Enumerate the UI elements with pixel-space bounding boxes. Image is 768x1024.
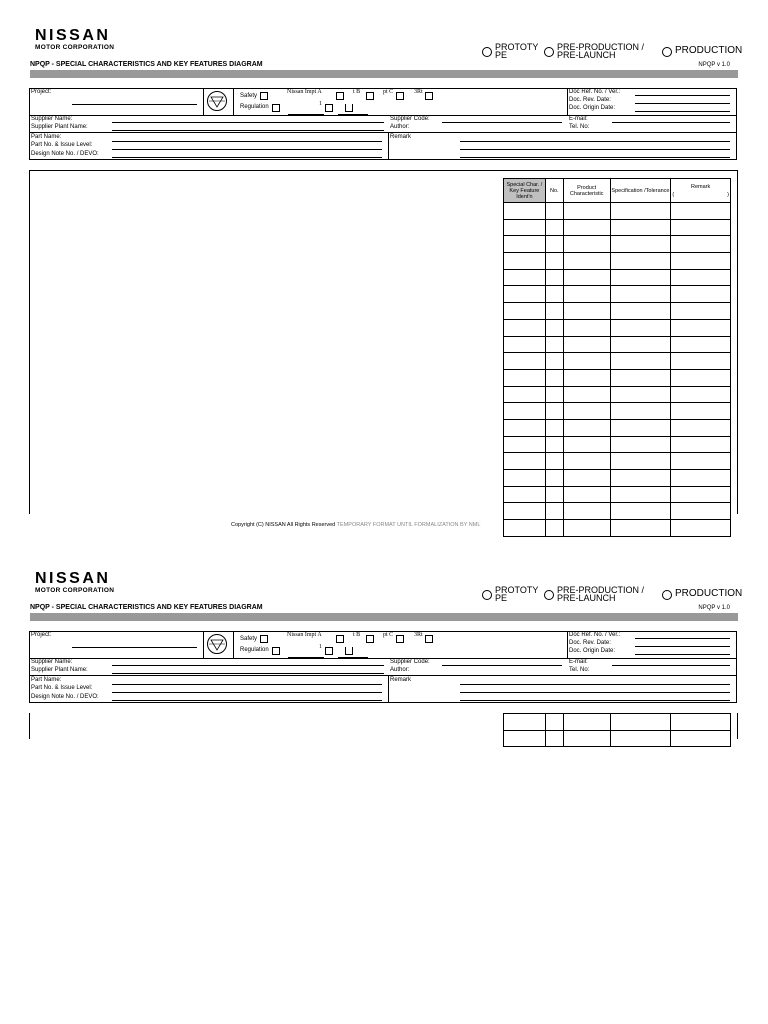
part-name-label: Part Name: [31,134,62,140]
table-row [504,253,731,270]
table-cell[interactable] [671,730,731,747]
doc-origin-label: Doc. Origin Date: [569,105,616,111]
table-cell[interactable] [504,520,546,537]
table-cell[interactable] [504,503,546,520]
one-label: 1 [319,101,322,107]
supplier-plant-field[interactable] [112,130,384,131]
table-cell[interactable] [563,353,610,370]
impt-b-label: t B [353,632,361,638]
table-cell[interactable] [671,386,731,403]
table-cell[interactable] [545,369,563,386]
radio-circle-icon[interactable] [662,47,672,57]
table-row [504,419,731,436]
table-cell[interactable] [610,253,671,270]
table-cell[interactable] [545,203,563,220]
supplier-code-label: Supplier Code: [390,659,430,665]
table-cell[interactable] [563,730,610,747]
impt-c-label: pt C [383,89,394,95]
table-cell[interactable] [545,470,563,487]
one-checkbox[interactable] [325,104,333,112]
radio-circle-icon[interactable] [482,47,492,57]
table-cell[interactable] [671,453,731,470]
project-field[interactable] [72,647,197,648]
supplier-code-field[interactable] [442,665,562,666]
phase-preproduction-option[interactable]: PRE-PRODUCTION / PRE-LAUNCH [544,586,662,602]
characteristics-table-continued [503,713,731,747]
table-cell[interactable] [545,353,563,370]
table-cell[interactable] [671,286,731,303]
part-name-label: Part Name: [31,677,62,683]
table-cell[interactable] [545,386,563,403]
table-cell[interactable] [563,503,610,520]
table-cell[interactable] [504,369,546,386]
impt-a-label: Nissan Impt A [287,89,322,95]
doc-rev-label: Doc. Rev. Date: [569,640,611,646]
table-cell[interactable] [610,236,671,253]
diagram-area-top-border [29,170,737,171]
nissan-logo: NISSAN MOTOR CORPORATION [35,570,115,594]
table-cell[interactable] [563,386,610,403]
phase-prototype-option[interactable]: PROTOTY PE [482,586,547,602]
table-cell[interactable] [610,386,671,403]
diagram-area-right-border [737,713,738,739]
impt-c-checkbox[interactable] [396,635,404,643]
supplier-code-label: Supplier Code: [390,116,430,122]
table-row [504,486,731,503]
doc-ref-field[interactable] [635,95,730,96]
doc-ref-label: Doc Ref. No. / Ver.: [569,632,621,638]
table-row [504,303,731,320]
col-spec-header: Specification /Tolerance [610,179,671,203]
impt-b-checkbox[interactable] [366,635,374,643]
email-field[interactable] [612,122,730,123]
part-name-field[interactable] [112,141,382,142]
table-cell[interactable] [563,303,610,320]
table-cell[interactable] [504,486,546,503]
table-row [504,203,731,220]
safety-checkbox[interactable] [260,92,268,100]
table-cell[interactable] [504,453,546,470]
table-cell[interactable] [610,453,671,470]
doc-origin-field[interactable] [635,654,730,655]
nissan-logo: NISSAN MOTOR CORPORATION [35,27,115,51]
table-row [504,269,731,286]
phase-preproduction-option[interactable]: PRE-PRODUCTION / PRE-LAUNCH [544,43,662,59]
table-cell[interactable] [610,714,671,731]
table-cell[interactable] [545,486,563,503]
table-row [504,353,731,370]
supplier-name-field[interactable] [112,665,384,666]
table-cell[interactable] [671,503,731,520]
version-label: NPQP v 1.0 [698,605,730,611]
table-cell[interactable] [545,503,563,520]
table-cell[interactable] [671,436,731,453]
title-divider-bar [30,613,738,621]
table-cell[interactable] [610,436,671,453]
table-cell[interactable] [563,453,610,470]
remark-label: Remark [390,677,412,683]
safety-label: Safety [240,636,258,642]
three-r-checkbox[interactable] [425,635,433,643]
table-row [504,403,731,420]
col-special-char-header: Special Char. / Key Feature Ident'n [504,179,546,203]
safety-checkbox[interactable] [260,635,268,643]
table-row [504,503,731,520]
design-note-field[interactable] [112,157,382,158]
remark-field-2[interactable] [460,149,730,150]
table-cell[interactable] [545,419,563,436]
part-name-field[interactable] [112,684,382,685]
col-remark-header: Remark ( ) [671,179,731,203]
radio-circle-icon[interactable] [482,590,492,600]
table-row [504,470,731,487]
doc-rev-field[interactable] [635,103,730,104]
three-r-label: 3Rt [414,89,423,95]
table-cell[interactable] [545,453,563,470]
regulation-checkbox[interactable] [272,104,280,112]
table-cell[interactable] [610,486,671,503]
table-cell[interactable] [671,219,731,236]
table-cell[interactable] [610,353,671,370]
table-cell[interactable] [545,714,563,731]
table-row [504,369,731,386]
table-cell[interactable] [671,319,731,336]
info-block-part [29,675,737,703]
version-label: NPQP v 1.0 [698,62,730,68]
table-cell[interactable] [545,253,563,270]
table-cell[interactable] [610,319,671,336]
table-cell[interactable] [504,253,546,270]
impt-c-checkbox[interactable] [396,92,404,100]
doc-rev-field[interactable] [635,646,730,647]
impt-b-checkbox[interactable] [366,92,374,100]
table-cell[interactable] [671,714,731,731]
table-cell[interactable] [610,730,671,747]
table-cell[interactable] [563,403,610,420]
remark-field-3[interactable] [460,157,730,158]
table-cell[interactable] [563,286,610,303]
table-cell[interactable] [610,303,671,320]
diagram-area-left-border [29,713,30,739]
table-cell[interactable] [563,714,610,731]
supplier-name-label: Supplier Name: [31,659,73,665]
table-cell[interactable] [610,419,671,436]
table-cell[interactable] [671,336,731,353]
table-cell[interactable] [563,319,610,336]
supplier-plant-label: Supplier Plant Name: [31,124,88,130]
table-cell[interactable] [610,403,671,420]
table-cell[interactable] [563,253,610,270]
doc-ref-label: Doc Ref. No. / Ver.: [569,89,621,95]
table-cell[interactable] [545,303,563,320]
table-cell[interactable] [563,486,610,503]
tel-label: Tel. No: [569,667,590,673]
remark-field-3[interactable] [460,700,730,701]
remark-field-1[interactable] [460,684,730,685]
table-cell[interactable] [504,403,546,420]
table-cell[interactable] [671,403,731,420]
design-note-label: Design Note No. / DEVO: [31,694,99,700]
table-cell[interactable] [545,336,563,353]
one-checkbox[interactable] [325,647,333,655]
radio-circle-icon[interactable] [544,590,554,600]
table-cell[interactable] [563,369,610,386]
project-field[interactable] [72,104,197,105]
table-row [504,219,731,236]
supplier-code-field[interactable] [442,122,562,123]
remark-label: Remark [390,134,412,140]
doc-rev-label: Doc. Rev. Date: [569,97,611,103]
table-cell[interactable] [610,520,671,537]
table-cell[interactable] [545,236,563,253]
doc-ref-field[interactable] [635,638,730,639]
remark-field-2[interactable] [460,692,730,693]
table-cell[interactable] [610,286,671,303]
table-cell[interactable] [563,470,610,487]
table-cell[interactable] [504,436,546,453]
regulation-label: Regulation [240,647,269,653]
phase-production-option[interactable]: PRODUCTION [662,43,742,62]
table-cell[interactable] [563,203,610,220]
table-cell[interactable] [504,236,546,253]
part-no-field[interactable] [112,692,382,693]
table-cell[interactable] [563,436,610,453]
design-note-label: Design Note No. / DEVO: [31,151,99,157]
table-cell[interactable] [610,470,671,487]
impt-a-checkbox[interactable] [336,635,344,643]
table-cell[interactable] [504,419,546,436]
safety-label: Safety [240,93,258,99]
col-no-header: No. [545,179,563,203]
tel-label: Tel. No: [569,124,590,130]
impt-b-label: t B [353,89,361,95]
table-cell[interactable] [610,269,671,286]
table-cell[interactable] [671,369,731,386]
email-label: E-mail: [569,659,588,665]
table-cell[interactable] [671,253,731,270]
table-row [504,453,731,470]
table-cell[interactable] [545,730,563,747]
supplier-plant-label: Supplier Plant Name: [31,667,88,673]
table-cell[interactable] [504,470,546,487]
table-cell[interactable] [504,286,546,303]
email-field[interactable] [612,665,730,666]
part-no-field[interactable] [112,149,382,150]
characteristics-table [503,178,731,537]
three-r-label: 3Rt [414,632,423,638]
table-cell[interactable] [671,470,731,487]
remark-field-1[interactable] [460,141,730,142]
table-cell[interactable] [610,369,671,386]
table-cell[interactable] [545,286,563,303]
col-product-header: Product Characteristic [563,179,610,203]
info-block-part [29,132,737,160]
table-cell[interactable] [610,219,671,236]
design-note-field[interactable] [112,700,382,701]
table-row [504,520,731,537]
table-cell[interactable] [504,219,546,236]
part-no-label: Part No. & Issue Level: [31,142,93,148]
radio-circle-icon[interactable] [544,47,554,57]
project-label: Project: [31,632,52,638]
regulation-label: Regulation [240,104,269,110]
table-cell[interactable] [671,203,731,220]
author-label: Author: [390,667,410,673]
table-row [504,714,731,731]
author-label: Author: [390,124,410,130]
phase-prototype-option[interactable]: PROTOTY PE [482,43,547,59]
table-cell[interactable] [504,319,546,336]
table-row [504,236,731,253]
regulation-checkbox[interactable] [272,647,280,655]
blank-checkbox[interactable] [345,104,353,112]
table-cell[interactable] [504,269,546,286]
diagram-area-right-border [737,170,738,514]
copyright-footer: Copyright (C) NISSAN All Rights Reserved TEMPORARY FORMAT UNTIL FORMALIZATION BY NML [231,522,481,528]
form-page-2 [0,543,768,743]
table-cell[interactable] [504,303,546,320]
supplier-name-field[interactable] [112,122,384,123]
table-cell[interactable] [610,503,671,520]
three-r-checkbox[interactable] [425,92,433,100]
table-cell[interactable] [545,520,563,537]
phase-production-option[interactable]: PRODUCTION [662,586,742,605]
one-label: 1 [319,644,322,650]
table-cell[interactable] [671,303,731,320]
table-cell[interactable] [671,419,731,436]
table-cell[interactable] [504,730,546,747]
supplier-name-label: Supplier Name: [31,116,73,122]
table-cell[interactable] [671,353,731,370]
doc-origin-field[interactable] [635,111,730,112]
table-cell[interactable] [563,419,610,436]
table-cell[interactable] [504,336,546,353]
blank-checkbox[interactable] [345,647,353,655]
table-cell[interactable] [563,269,610,286]
table-row [504,336,731,353]
radio-circle-icon[interactable] [662,590,672,600]
table-cell[interactable] [671,486,731,503]
table-cell[interactable] [504,714,546,731]
supplier-plant-field[interactable] [112,673,384,674]
table-cell[interactable] [504,386,546,403]
table-cell[interactable] [671,236,731,253]
table-cell[interactable] [545,219,563,236]
quality-emblem-icon [207,634,227,654]
table-cell[interactable] [563,219,610,236]
part-no-label: Part No. & Issue Level: [31,685,93,691]
table-cell[interactable] [563,520,610,537]
title-divider-bar [30,70,738,78]
table-row [504,386,731,403]
project-label: Project: [31,89,52,95]
table-row [504,286,731,303]
table-cell[interactable] [563,336,610,353]
table-cell[interactable] [545,319,563,336]
diagram-area-left-border [29,170,30,514]
table-cell[interactable] [563,236,610,253]
table-row [504,436,731,453]
table-cell[interactable] [671,269,731,286]
impt-a-checkbox[interactable] [336,92,344,100]
table-cell[interactable] [504,203,546,220]
table-row [504,730,731,747]
email-label: E-mail: [569,116,588,122]
doc-origin-label: Doc. Origin Date: [569,648,616,654]
table-cell[interactable] [610,336,671,353]
form-title: NPQP - SPECIAL CHARACTERISTICS AND KEY FEATURES DIAGRAM [30,61,263,68]
table-row [504,319,731,336]
table-cell[interactable] [545,403,563,420]
table-cell[interactable] [545,436,563,453]
form-title: NPQP - SPECIAL CHARACTERISTICS AND KEY FEATURES DIAGRAM [30,604,263,611]
table-cell[interactable] [671,520,731,537]
impt-a-label: Nissan Impt A [287,632,322,638]
quality-emblem-icon [207,91,227,111]
table-cell[interactable] [545,269,563,286]
impt-c-label: pt C [383,632,394,638]
table-cell[interactable] [504,353,546,370]
table-cell[interactable] [610,203,671,220]
